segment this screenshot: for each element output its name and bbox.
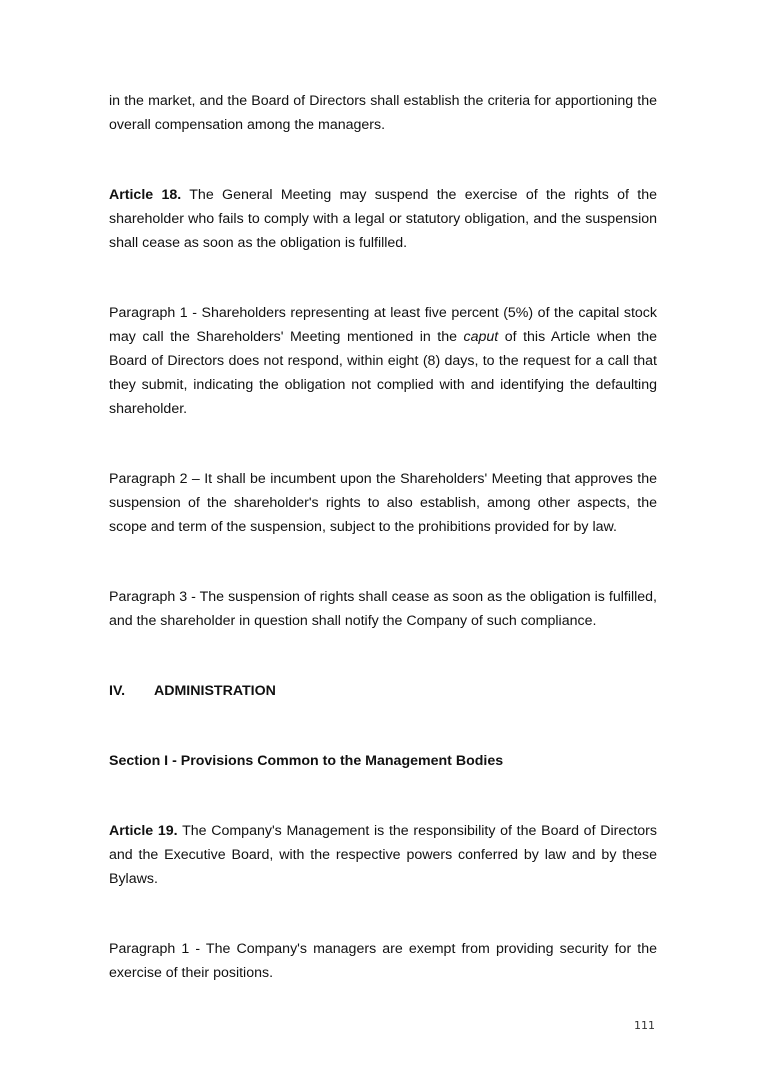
article-18-text: The General Meeting may suspend the exercise of the rights of the shareholder who fails to comply with a legal or statutory obligation, and the suspension shall cease as soon as the obligation is fulfilled.	[109, 187, 657, 251]
chapter-number: IV.	[109, 683, 126, 699]
chapter-heading	[109, 679, 657, 703]
article-18-paragraph-1-text-before: Paragraph 1 - Shareholders representing at least five percent (5%) of the capital stock may call the Shareholders' Meeting mentioned in the	[109, 305, 657, 345]
article-19-text: The Company's Management is the responsibility of the Board of Directors and the Executive Board, with the respective powers conferred by law and by these Bylaws.	[109, 823, 657, 887]
article-18-paragraph	[109, 183, 657, 255]
chapter-title: ADMINISTRATION	[154, 683, 276, 699]
page-number: 111	[634, 1019, 655, 1032]
continuation-paragraph: in the market, and the Board of Directors shall establish the criteria for apportioning the overall compensation among the managers.	[109, 93, 657, 133]
article-18-paragraph-2: Paragraph 2 – It shall be incumbent upon the Shareholders' Meeting that approves the suspension of the shareholder's rights to also establish, among other aspects, the scope and term of the suspension, subject to the prohibitions provided for by law.	[109, 471, 657, 535]
article-18-label: Article 18.	[109, 187, 182, 203]
article-18-paragraph-3: Paragraph 3 - The suspension of rights shall cease as soon as the obligation is fulfilled, and the shareholder in question shall notify the Company of such compliance.	[109, 589, 657, 629]
article-19-paragraph-1: Paragraph 1 - The Company's managers are exempt from providing security for the exercise of their positions.	[109, 941, 657, 981]
section-heading: Section I - Provisions Common to the Management Bodies	[109, 753, 504, 769]
article-18-paragraph-1	[109, 301, 657, 421]
article-19-paragraph	[109, 819, 657, 891]
article-19-label: Article 19.	[109, 823, 178, 839]
document-page	[109, 89, 657, 985]
article-18-paragraph-1-text-after: of this Article when the Board of Directors does not respond, within eight (8) days, to the request for a call that they submit, indicating the obligation not complied with and identifying the defaulting shareholder.	[109, 329, 657, 417]
caput-term: caput	[463, 329, 499, 345]
